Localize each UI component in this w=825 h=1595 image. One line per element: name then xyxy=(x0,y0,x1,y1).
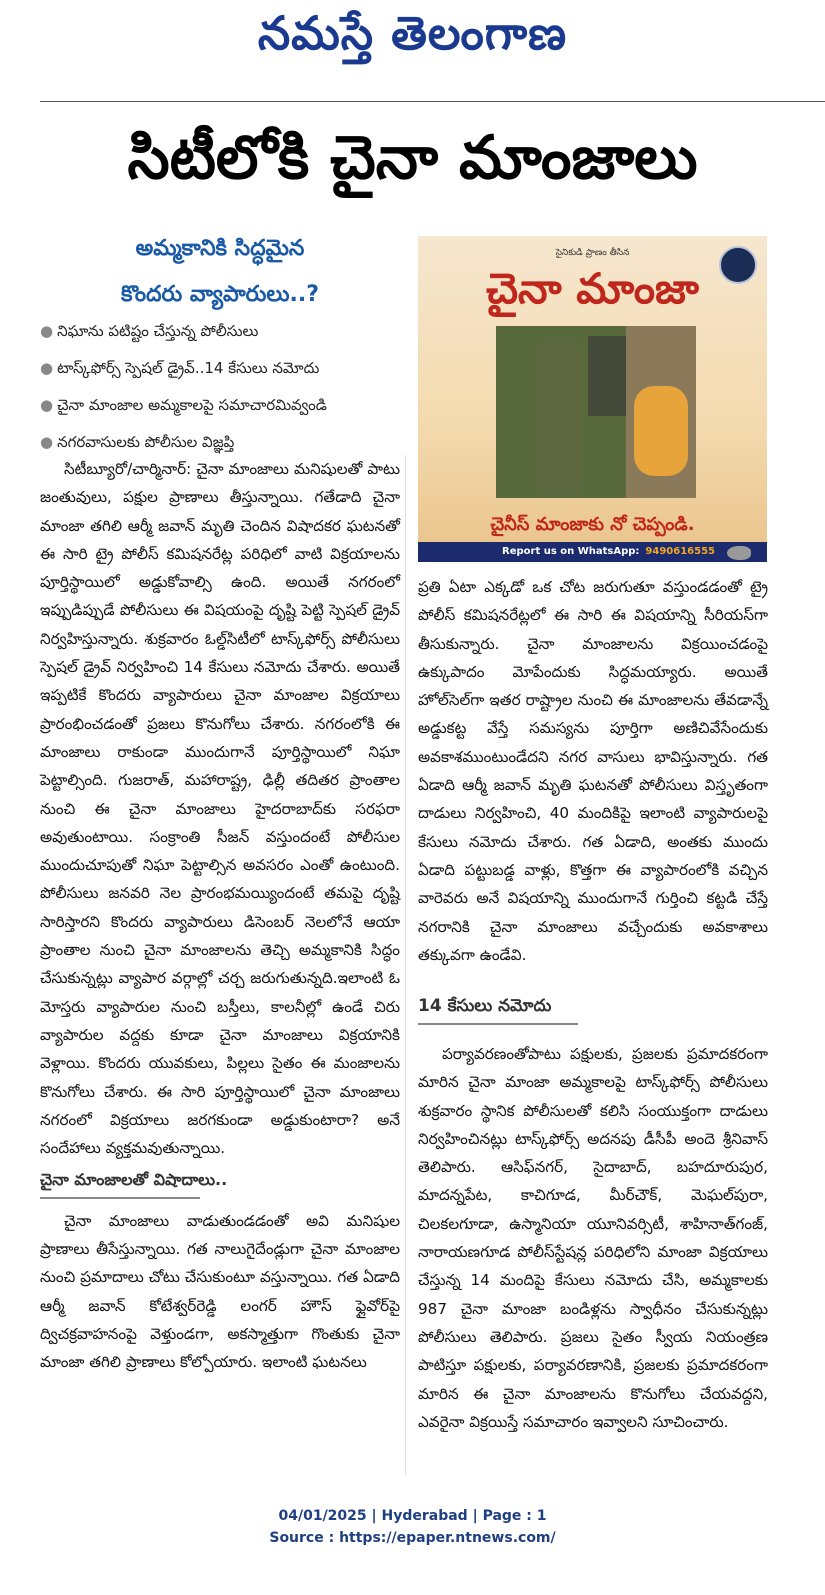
poster-title: చైనా మాంజా xyxy=(486,264,699,313)
bullet-icon: ● xyxy=(40,396,54,414)
article-paragraph: చైనా మాంజాలు వాడుతుండడంతో అవి మనిషుల ప్రాణాలు తీసేస్తున్నాయి. గత నాలుగైదేండ్లుగా చైనా మాంజాల నుంచి ప్రమాదాలు చోటు చేసుకుంటూ వస్తున్నాయి. గత ఏడాది ఆర్మీ జవాన్ కోటేశ్వర్‌రెడ్డి లంగర్ హౌస్ ఫ్లైవోర్‌పై ద్విచక్రవాహనంపై వెళ్తుండగా, అకస్మాత్తుగా గొంతుకు చైనా మాంజా తగిలి ప్రాణాలు కోల్పోయారు. ఇలాంటి ఘటనలు xyxy=(40,1211,400,1372)
flowers xyxy=(634,386,688,476)
masthead-title: నమస్తే తెలంగాణ xyxy=(257,6,568,60)
article-right-column-bottom xyxy=(418,1040,768,1436)
article-paragraph: సిటీబ్యూరో/చార్మినార్: చైనా మాంజాలు మనిషులతో పాటు జంతువులు, పక్షుల ప్రాణాలు తీస్తున్నాయి. గతేడాది చైనా మాంజా తగిలి ఆర్మీ జవాన్ మృతి చెందిన విషాదకర ఘటనతో ఈ సారి ట్రై పోలీస్ కమిషనరేట్ల పరిధిలో వాటి విక్రయాలను పూర్తిస్థాయిలో అడ్డుకోవాల్సి ఉంది. అయితే నగరంలో ఇప్పుడిప్పుడే పోలీసులు ఈ విషయంపై దృష్టి పెట్టి స్పెషల్ డ్రైవ్ నిర్వహిస్తున్నారు. శుక్రవారం ఓల్డ్‌సిటీలో టాస్క్‌ఫోర్స్ పోలీసులు స్పెషల్ డ్రైవ్ నిర్వహించి 14 కేసులు నమోదు చేశారు. అయితే ఇప్పటికే కొందరు వ్యాపారులు చైనా మాంజాల విక్రయాలు ప్రారంభించడంతో ప్రజలు కొనుగోలు చేశారు. నగరంలోకి ఈ మాంజాలు రాకుండా ముందుగానే పూర్తిస్థాయిలో నిఘా పెట్టాల్సింది. గుజరాత్, మహారాష్ట్ర, ఢిల్లీ తదితర ప్రాంతాల నుంచి ఈ చైనా మాంజాలు హైదరాబాద్‌కు సరఫరా అవుతుంటాయి. సంక్రాంతి సీజన్ వస్తుందంటే పోలీసుల ముందుచూపుతో నిఘా పెట్టాల్సిన అవసరం ఎంతో ఉంటుంది. పోలీసులు జనవరి నెల ప్రారంభమయ్యిందంటే తమపై దృష్టి సారిస్తారని కొందరు వ్యాపారులు డిసెంబర్ నెలలోనే ఆయా ప్రాంతాల నుంచి చైనా మాంజాలను తెచ్చి అమ్మకానికి సిద్ధం చేసుకున్నట్లు వ్యాపార వర్గాల్లో చర్చ జరుగుతున్నది.ఇలాంటి ఓ మోస్తరు వ్యాపారుల నుంచి బస్తీలు, కాలనీల్లో ఉండే చిరు వ్యాపారుల వద్దకు కూడా చైనా మాంజాలు విక్రయానికి వెళ్లాయి. కొందరు యువకులు, పిల్లలు సైతం ఈ మంజాలను కొనుగోలు చేశారు. ఈ సారి పూర్తిస్థాయిలో చైనా మాంజాలు నగరంలో విక్రయాలు జరగకుండా అడ్డుకుంటారా? అనే సందేహాలు వ్యక్తమవుతున్నాయి. xyxy=(40,460,400,1158)
article-left-column xyxy=(40,455,400,1377)
subheading-underline xyxy=(40,1197,200,1199)
headline: సిటీలోకి చైనా మాంజాలు xyxy=(127,123,698,193)
poster-top-text: సైనికుడి ప్రాణం తీసిన xyxy=(555,248,630,258)
bullet-item: ● చైనా మాంజాల అమ్మకాలపై సమాచారమివ్వండి xyxy=(40,396,327,414)
footer-source[interactable]: Source : https://epaper.ntnews.com/ xyxy=(269,1530,556,1546)
column-divider xyxy=(405,455,406,1475)
masthead-rule xyxy=(40,101,825,102)
masthead xyxy=(0,0,825,100)
bullet-icon: ● xyxy=(40,433,54,451)
subheading-underline xyxy=(418,1023,578,1025)
soldier-figure xyxy=(536,338,581,493)
bullet-list xyxy=(40,322,400,470)
article-paragraph: ప్రతి ఏటా ఎక్కడో ఒక చోట జరుగుతూ వస్తుండడంతో ట్రై పోలీస్ కమిషనరేట్లలో ఈ సారి ఈ విషయాన్ని సీరియస్‌గా తీసుకున్నారు. చైనా మాంజాలను విక్రయించడంపై ఉక్కుపాదం మోపేందుకు సిద్ధమయ్యారు. అయితే హోల్‌సెల్‌గా ఇతర రాష్ట్రాల నుంచి ఈ మాంజాలను తేవడాన్నే అడ్డుకట్ట వేస్తే సమస్యను పూర్తిగా అణిచివేసేందుకు అవకాశముంటుండేదని నగర వాసులు భావిస్తున్నారు. గత ఏడాది ఆర్మీ జవాన్ మృతి ఘటనతో పోలీసులు విస్తృతంగా దాడులు నిర్వహించి, 40 మందికిపై ఇలాంటి వ్యాపారులపై కేసులు నమోదు చేశారు. గత ఏడాది, అంతకు ముందు ఏడాది పట్టుబడ్డ వాళ్లు, కొత్తగా ఈ వ్యాపారంలోకి వచ్చిన వారెవరు అనే విషయాన్ని ముందుగానే గుర్తించి కట్టడి చేస్తే నగరానికి చైనా మాంజాలు వచ్చేందుకు అవకాశాలు తక్కువగా ఉండేవి. xyxy=(418,578,768,964)
section-subheading: చైనా మాంజాలతో విషాదాలు.. xyxy=(40,1170,228,1190)
footer-dateline: 04/01/2025 | Hyderabad | Page : 1 xyxy=(278,1508,547,1524)
poster-tagline: చైనీస్ మాంజాకు నో చెప్పండి. xyxy=(490,514,695,535)
bullet-icon: ● xyxy=(40,359,54,377)
soldier-photo xyxy=(496,326,696,498)
subheadline-line2: కొందరు వ్యాపారులు..? xyxy=(120,282,320,307)
subheadline-line1: అమ్మకానికి సిద్ధమైన xyxy=(135,236,305,261)
bullet-icon: ● xyxy=(40,322,54,340)
awareness-poster xyxy=(418,236,767,562)
report-label: Report us on WhatsApp: xyxy=(502,546,640,557)
section-subheading-cases: 14 కేసులు నమోదు xyxy=(418,996,552,1016)
poster-report-bar xyxy=(418,542,767,562)
article-paragraph: పర్యావరణంతోపాటు పక్షులకు, ప్రజలకు ప్రమాదకరంగా మారిన చైనా మాంజా అమ్మకాలపై టాస్క్‌ఫోర్స్ పోలీసులు శుక్రవారం స్థానిక పోలీసులతో కలిసి సంయుక్తంగా దాడులు నిర్వహించినట్లు టాస్క్‌ఫోర్స్ అదనపు డీసీపీ అందె శ్రీనివాస్ తెలిపారు. ఆసిఫ్‌నగర్, సైదాబాద్, బహదూరుపుర, మాదన్నపేట, కాచిగూడ, మీర్‌చౌక్, మెఘల్‌పురా, చిలకలగూడా, ఉస్మానియా యూనివర్సిటీ, శాహినాత్‌గంజ్, నారాయణగూడ పోలీస్‌స్టేషన్ల పరిధిలోని మాంజా విక్రయాలు చేస్తున్న 14 మందిపై కేసులు నమోదు చేసి, అమ్మకాలకు 987 చైనా మాంజా బండిళ్లను స్వాధీనం చేసుకున్నట్లు పోలీసులు తెలిపారు. ప్రజలు సైతం స్వీయ నియంత్రణ పాటిస్తూ పక్షులకు, పర్యావరణానికి, ప్రజలకు ప్రమాదకరంగా మారిన ఈ చైనా మాంజాలను కొనుగోలు చేయవద్దని, ఎవరైనా విక్రయిస్తే సమాచారం ఇవ్వాలని సూచించారు. xyxy=(418,1045,768,1431)
bullet-item: ● నిఘాను పటిష్టం చేస్తున్న పోలీసులు xyxy=(40,322,259,340)
bullet-item: ● టాస్క్‌ఫోర్స్ స్పెషల్ డ్రైవ్..14 కేసులు నమోదు xyxy=(40,359,320,377)
pigeon-icon xyxy=(727,546,751,560)
bullet-item: ● నగరవాసులకు పోలీసుల విజ్ఞప్తి xyxy=(40,433,235,451)
article-right-column xyxy=(418,573,768,969)
whatsapp-phone: 9490616555 xyxy=(645,546,716,557)
